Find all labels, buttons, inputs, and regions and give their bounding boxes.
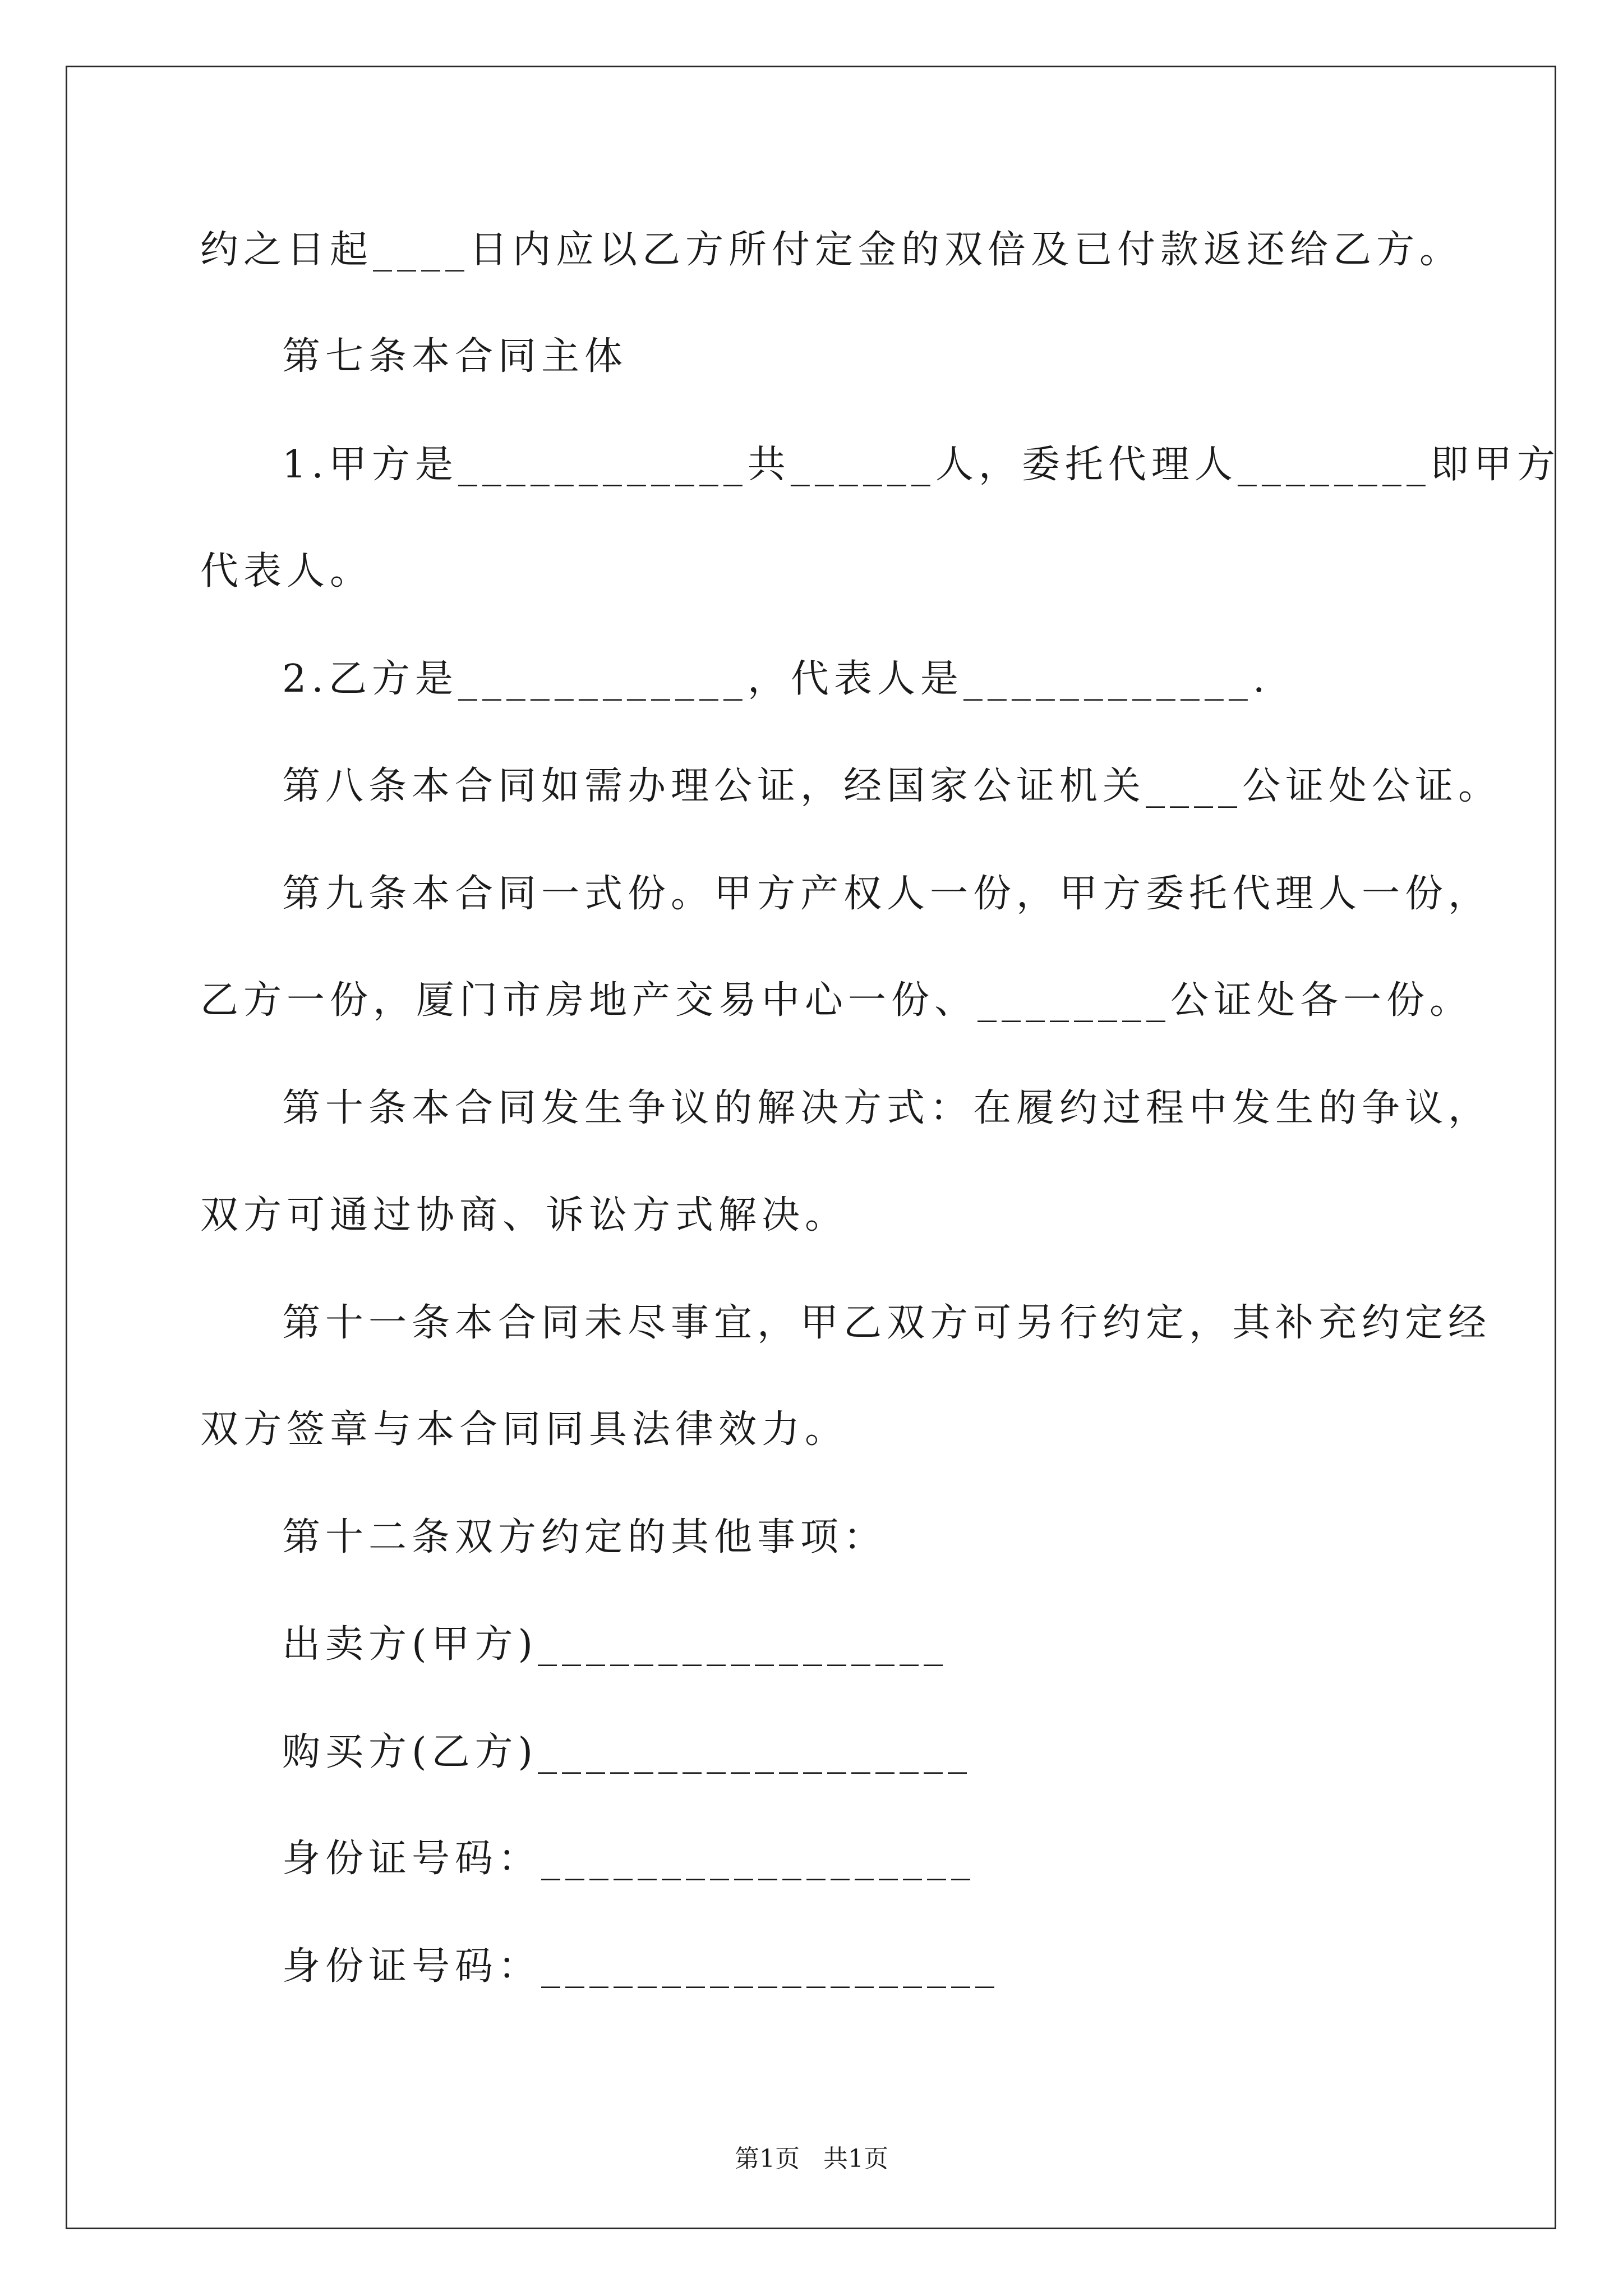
id-number-line: 身份证号码：___________________ <box>282 1944 1000 1989</box>
paragraph-line: 双方签章与本合同同具法律效力。 <box>200 1407 849 1452</box>
paragraph-line: 约之日起____日内应以乙方所付定金的双倍及已付款返还给乙方。 <box>200 228 1463 272</box>
paragraph-line: 1.甲方是____________共______人，委托代理人________即甲方 <box>282 443 1560 487</box>
article-line: 第十条本合同发生争议的解决方式：在履约过程中发生的争议， <box>282 1086 1492 1130</box>
article-line: 第十二条双方约定的其他事项： <box>282 1515 887 1559</box>
id-number-line: 身份证号码：__________________ <box>282 1837 976 1881</box>
paragraph-line: 代表人。 <box>200 549 374 593</box>
article-line: 第八条本合同如需办理公证，经国家公证机关____公证处公证。 <box>282 764 1502 808</box>
buyer-signature-line: 购买方(乙方)__________________ <box>282 1730 972 1774</box>
article-line: 第九条本合同一式份。甲方产权人一份，甲方委托代理人一份， <box>282 872 1492 916</box>
paragraph-line: 双方可通过协商、诉讼方式解决。 <box>200 1193 849 1237</box>
page-number-footer: 第1页 共1页 <box>735 2145 888 2173</box>
seller-signature-line: 出卖方(甲方)_________________ <box>282 1622 948 1667</box>
article-line: 第十一条本合同未尽事宜，甲乙双方可另行约定，其补充约定经 <box>282 1301 1492 1345</box>
article-heading: 第七条本合同主体 <box>282 334 628 379</box>
paragraph-line: 2.乙方是____________，代表人是____________. <box>282 657 1270 701</box>
paragraph-line: 乙方一份，厦门市房地产交易中心一份、________公证处各一份。 <box>200 978 1473 1023</box>
page-border <box>66 66 1556 2229</box>
